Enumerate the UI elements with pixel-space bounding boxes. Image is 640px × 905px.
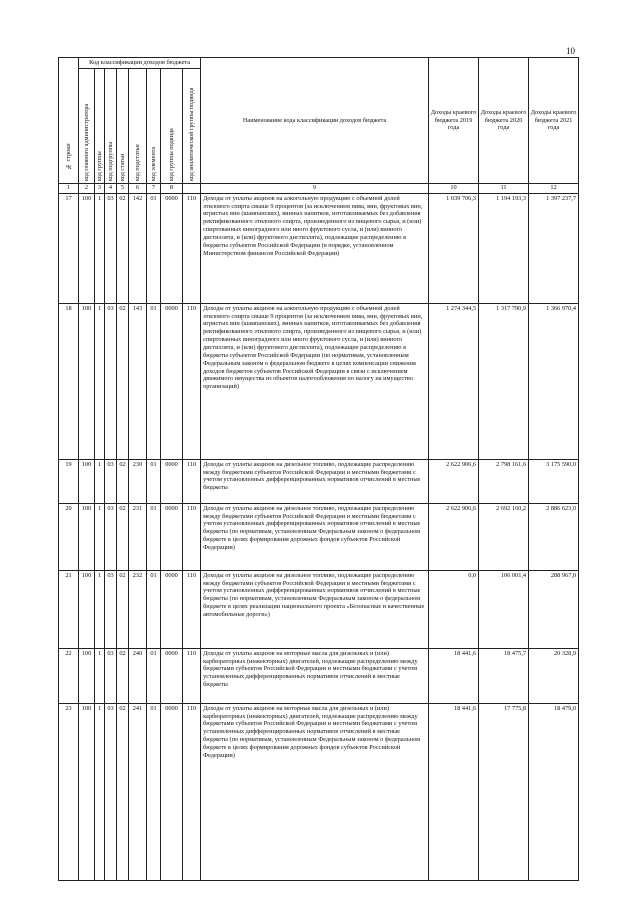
amount-2020: 17 775,8 xyxy=(479,703,529,880)
code-element: 01 xyxy=(147,193,161,303)
row-number: 20 xyxy=(59,503,79,570)
amount-2020: 1 317 790,9 xyxy=(479,303,529,459)
column-number: 8 xyxy=(161,183,183,193)
column-number: 9 xyxy=(201,183,429,193)
amount-2020: 1 194 193,3 xyxy=(479,193,529,303)
header-code-element: код элемента xyxy=(147,68,161,183)
column-number: 3 xyxy=(95,183,105,193)
code-element: 01 xyxy=(147,570,161,648)
code-main-admin: 100 xyxy=(79,459,95,503)
code-subarticle: 232 xyxy=(129,570,147,648)
column-number: 10 xyxy=(429,183,479,193)
code-subarticle: 231 xyxy=(129,503,147,570)
table-row xyxy=(59,303,579,459)
header-code-subtype-group: код группы подвида xyxy=(161,68,183,183)
amount-2021: 18 479,0 xyxy=(529,703,579,880)
header-code-subarticle: код подстатьи xyxy=(129,68,147,183)
row-description: Доходы от уплаты акцизов на алкогольную продукцию с объемной долей этилового спирта свыше 9 процентов (за исключением пива, вин, фруктовых вин, игристых вин (шампанских), винных напитков, изготавливаемых без добавления ректификованного этилового спирта, произведенного из пищевого сырья, и (или) спиртованных виноградного или иного фруктового сусла, и (или) винного дистиллята, и (или) фруктового дистиллята), подлежащие распределению в бюджеты субъектов Российской Федерации (в порядке, установленном Министерством финансов Российской Федерации) xyxy=(201,193,429,303)
code-subgroup: 03 xyxy=(105,648,117,703)
row-description: Доходы от уплаты акцизов на моторные масла для дизельных и (или) карбюраторных (инжекторных) двигателей, подлежащие распределению между бюджетами субъектов Российской Федерации и местными бюджетами с учетом установленных дифференцированных нормативов отчислений в местные бюджеты xyxy=(201,648,429,703)
code-subgroup: 03 xyxy=(105,703,117,880)
header-income-2019: Доходы краевого бюджета 2019 года xyxy=(429,58,479,184)
header-income-2020: Доходы краевого бюджета 2020 года xyxy=(479,58,529,184)
code-subarticle: 142 xyxy=(129,193,147,303)
code-subtype-group: 0000 xyxy=(161,303,183,459)
table-row xyxy=(59,193,579,303)
row-number: 23 xyxy=(59,703,79,880)
code-main-admin: 100 xyxy=(79,303,95,459)
code-analytic-group: 110 xyxy=(183,503,201,570)
header-income-2021: Доходы краевого бюджета 2021 года xyxy=(529,58,579,184)
row-number: 17 xyxy=(59,193,79,303)
amount-2019: 2 622 906,6 xyxy=(429,459,479,503)
code-main-admin: 100 xyxy=(79,648,95,703)
code-analytic-group: 110 xyxy=(183,303,201,459)
row-number: 19 xyxy=(59,459,79,503)
table-row xyxy=(59,503,579,570)
code-subarticle: 143 xyxy=(129,303,147,459)
amount-2020: 18 475,7 xyxy=(479,648,529,703)
table-row xyxy=(59,570,579,648)
amount-2021: 1 397 237,7 xyxy=(529,193,579,303)
column-number: 5 xyxy=(117,183,129,193)
code-element: 01 xyxy=(147,459,161,503)
column-number: 7 xyxy=(147,183,161,193)
row-number: 21 xyxy=(59,570,79,648)
code-article: 02 xyxy=(117,570,129,648)
code-article: 02 xyxy=(117,503,129,570)
column-number: 11 xyxy=(479,183,529,193)
amount-2019: 18 441,6 xyxy=(429,648,479,703)
amount-2021: 1 366 970,4 xyxy=(529,303,579,459)
code-analytic-group: 110 xyxy=(183,648,201,703)
code-main-admin: 100 xyxy=(79,570,95,648)
column-number: 2 xyxy=(79,183,95,193)
column-number-row xyxy=(59,183,579,193)
code-element: 01 xyxy=(147,703,161,880)
row-number: 18 xyxy=(59,303,79,459)
amount-2019: 18 441,6 xyxy=(429,703,479,880)
code-article: 02 xyxy=(117,303,129,459)
code-subtype-group: 0000 xyxy=(161,648,183,703)
amount-2020: 106 001,4 xyxy=(479,570,529,648)
amount-2020: 2 692 160,2 xyxy=(479,503,529,570)
code-subtype-group: 0000 xyxy=(161,459,183,503)
header-code-analytic-group: код аналитической группы подвида xyxy=(183,68,201,183)
code-group: 1 xyxy=(95,459,105,503)
code-subgroup: 03 xyxy=(105,503,117,570)
table-row xyxy=(59,648,579,703)
amount-2020: 2 798 161,6 xyxy=(479,459,529,503)
code-element: 01 xyxy=(147,503,161,570)
code-subgroup: 03 xyxy=(105,570,117,648)
code-article: 02 xyxy=(117,648,129,703)
row-description: Доходы от уплаты акцизов на моторные масла для дизельных и (или) карбюраторных (инжекторных) двигателей, подлежащие распределению между бюджетами субъектов Российской Федерации и местными бюджетами с учетом установленных дифференцированных нормативов отчислений в местные бюджеты (по нормативам, установленным Федеральным законом о федеральном бюджете в целях формирования дорожных фондов субъектов Российской Федерации) xyxy=(201,703,429,880)
code-group: 1 xyxy=(95,303,105,459)
column-number: 6 xyxy=(129,183,147,193)
code-element: 01 xyxy=(147,303,161,459)
row-number: 22 xyxy=(59,648,79,703)
row-description: Доходы от уплаты акцизов на дизельное топливо, подлежащие распределению между бюджетами субъектов Российской Федерации и местными бюджетами с учетом установленных дифференцированных нормативов отчислений в местные бюджеты xyxy=(201,459,429,503)
code-group: 1 xyxy=(95,703,105,880)
code-subtype-group: 0000 xyxy=(161,193,183,303)
code-article: 02 xyxy=(117,193,129,303)
code-group: 1 xyxy=(95,193,105,303)
header-code-article: код статьи xyxy=(117,68,129,183)
amount-2019: 2 622 906,6 xyxy=(429,503,479,570)
code-article: 02 xyxy=(117,459,129,503)
code-group: 1 xyxy=(95,570,105,648)
header-classification-group: Код классификации доходов бюджета xyxy=(79,58,201,69)
code-group: 1 xyxy=(95,648,105,703)
row-description: Доходы от уплаты акцизов на дизельное топливо, подлежащие распределению между бюджетами субъектов Российской Федерации и местными бюджетами с учетом установленных дифференцированных нормативов отчислений в местные бюджеты (по нормативам, установленным Федеральным законом о федеральном бюджете в целях реализации национального проекта «Безопасные и качественные автомобильные дороги») xyxy=(201,570,429,648)
header-code-group: код группы xyxy=(95,68,105,183)
amount-2021: 288 967,0 xyxy=(529,570,579,648)
code-subtype-group: 0000 xyxy=(161,503,183,570)
code-article: 02 xyxy=(117,703,129,880)
code-analytic-group: 110 xyxy=(183,193,201,303)
code-analytic-group: 110 xyxy=(183,459,201,503)
budget-income-table xyxy=(58,57,579,881)
header-code-subgroup: код подгруппы xyxy=(105,68,117,183)
header-row-number: № строки xyxy=(59,58,79,184)
amount-2019: 0,0 xyxy=(429,570,479,648)
amount-2021: 20 328,9 xyxy=(529,648,579,703)
code-main-admin: 100 xyxy=(79,193,95,303)
code-subtype-group: 0000 xyxy=(161,703,183,880)
column-number: 12 xyxy=(529,183,579,193)
code-subgroup: 03 xyxy=(105,303,117,459)
code-subgroup: 03 xyxy=(105,459,117,503)
amount-2021: 2 886 623,0 xyxy=(529,503,579,570)
code-subtype-group: 0000 xyxy=(161,570,183,648)
code-main-admin: 100 xyxy=(79,703,95,880)
code-analytic-group: 110 xyxy=(183,570,201,648)
code-subarticle: 230 xyxy=(129,459,147,503)
header-name: Наименование кода классификации доходов бюджета xyxy=(201,58,429,184)
code-main-admin: 100 xyxy=(79,503,95,570)
amount-2019: 1 039 706,3 xyxy=(429,193,479,303)
code-subgroup: 03 xyxy=(105,193,117,303)
row-description: Доходы от уплаты акцизов на алкогольную продукцию с объемной долей этилового спирта свыше 9 процентов (за исключением пива, вин, фруктовых вин, игристых вин (шампанских), винных напитков, изготавливаемых без добавления ректификованного этилового спирта, произведенного из пищевого сырья, и (или) спиртованных виноградного или иного фруктового сусла, и (или) винного дистиллята, и (или) фруктового дистиллята), подлежащие распределению в бюджеты субъектов Российской Федерации (по нормативам, установленным Федеральным законом о федеральном бюджете в целях компенсации снижения доходов бюджетов субъектов Российской Федерации в связи с исключением движимого имущества из объектов налогообложения по налогу на имущество организаций) xyxy=(201,303,429,459)
amount-2019: 1 274 344,5 xyxy=(429,303,479,459)
code-group: 1 xyxy=(95,503,105,570)
header-code-main-admin: код главного администратора xyxy=(79,68,95,183)
column-number: 1 xyxy=(59,183,79,193)
table-row xyxy=(59,703,579,880)
code-subarticle: 240 xyxy=(129,648,147,703)
code-element: 01 xyxy=(147,648,161,703)
code-subarticle: 241 xyxy=(129,703,147,880)
code-analytic-group: 110 xyxy=(183,703,201,880)
amount-2021: 3 175 590,0 xyxy=(529,459,579,503)
page-number: 10 xyxy=(566,46,575,56)
table-row xyxy=(59,459,579,503)
row-description: Доходы от уплаты акцизов на дизельное топливо, подлежащие распределению между бюджетами субъектов Российской Федерации и местными бюджетами с учетом установленных дифференцированных нормативов отчислений в местные бюджеты (по нормативам, установленным Федеральным законом о федеральном бюджете в целях формирования дорожных фондов субъектов Российской Федерации) xyxy=(201,503,429,570)
column-number: 4 xyxy=(105,183,117,193)
